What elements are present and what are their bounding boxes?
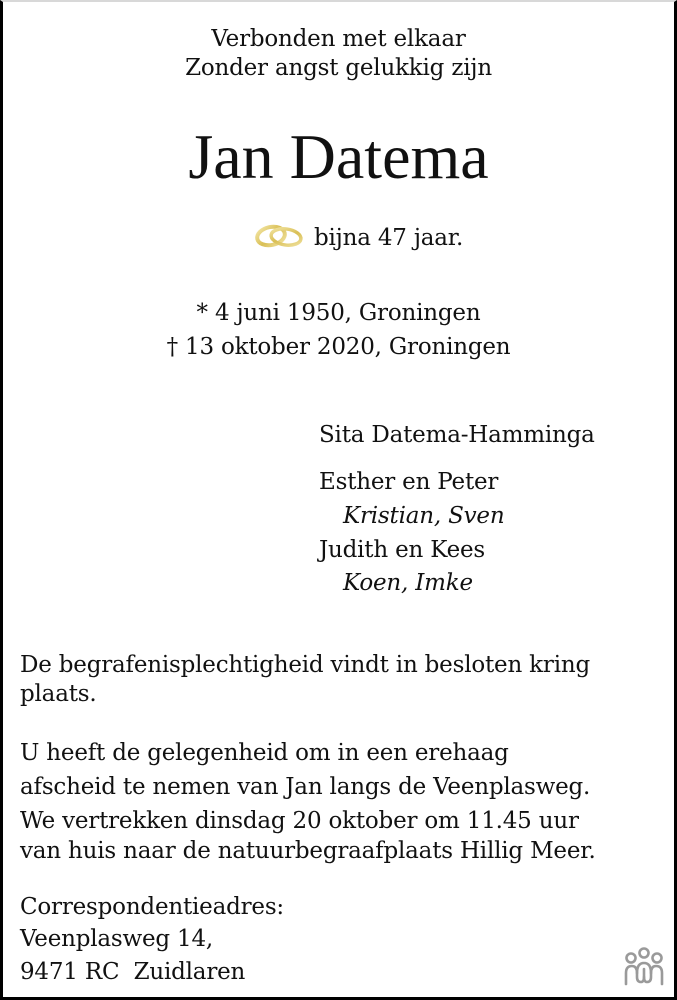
child-names: Esther en Peter	[319, 469, 499, 495]
death-date: † 13 oktober 2020, Groningen	[166, 334, 511, 360]
people-group-icon	[622, 947, 666, 987]
motto-line-2: Zonder angst gelukkig zijn	[185, 55, 492, 81]
notice-paragraph-1-line: De begrafenisplechtigheid vindt in besloten kring	[20, 652, 591, 678]
spouse-name: Sita Datema-Hamminga	[319, 422, 595, 448]
notice-paragraph-1-line: plaats.	[20, 681, 97, 707]
wedding-rings-icon	[253, 223, 305, 249]
notice-paragraph-2-line: U heeft de gelegenheid om in een erehaag	[20, 740, 509, 766]
grandchildren-names: Kristian, Sven	[343, 503, 505, 529]
notice-paragraph-2-line: We vertrekken dinsdag 20 oktober om 11.45 uur	[20, 808, 579, 834]
marriage-duration: bijna 47 jaar.	[314, 225, 464, 251]
notice-paragraph-2-line: van huis naar de natuurbegraafplaats Hillig Meer.	[20, 838, 596, 864]
notice-paragraph-2-line: afscheid te nemen van Jan langs de Veenplasweg.	[20, 774, 591, 800]
address-label: Correspondentieadres:	[20, 894, 284, 920]
address-street: Veenplasweg 14,	[20, 926, 214, 952]
birth-date: * 4 juni 1950, Groningen	[196, 300, 481, 326]
deceased-name: Jan Datema	[188, 121, 489, 192]
grandchildren-names: Koen, Imke	[343, 570, 473, 596]
motto-line-1: Verbonden met elkaar	[211, 26, 466, 52]
address-city: 9471 RC Zuidlaren	[20, 959, 246, 985]
child-names: Judith en Kees	[319, 537, 486, 563]
